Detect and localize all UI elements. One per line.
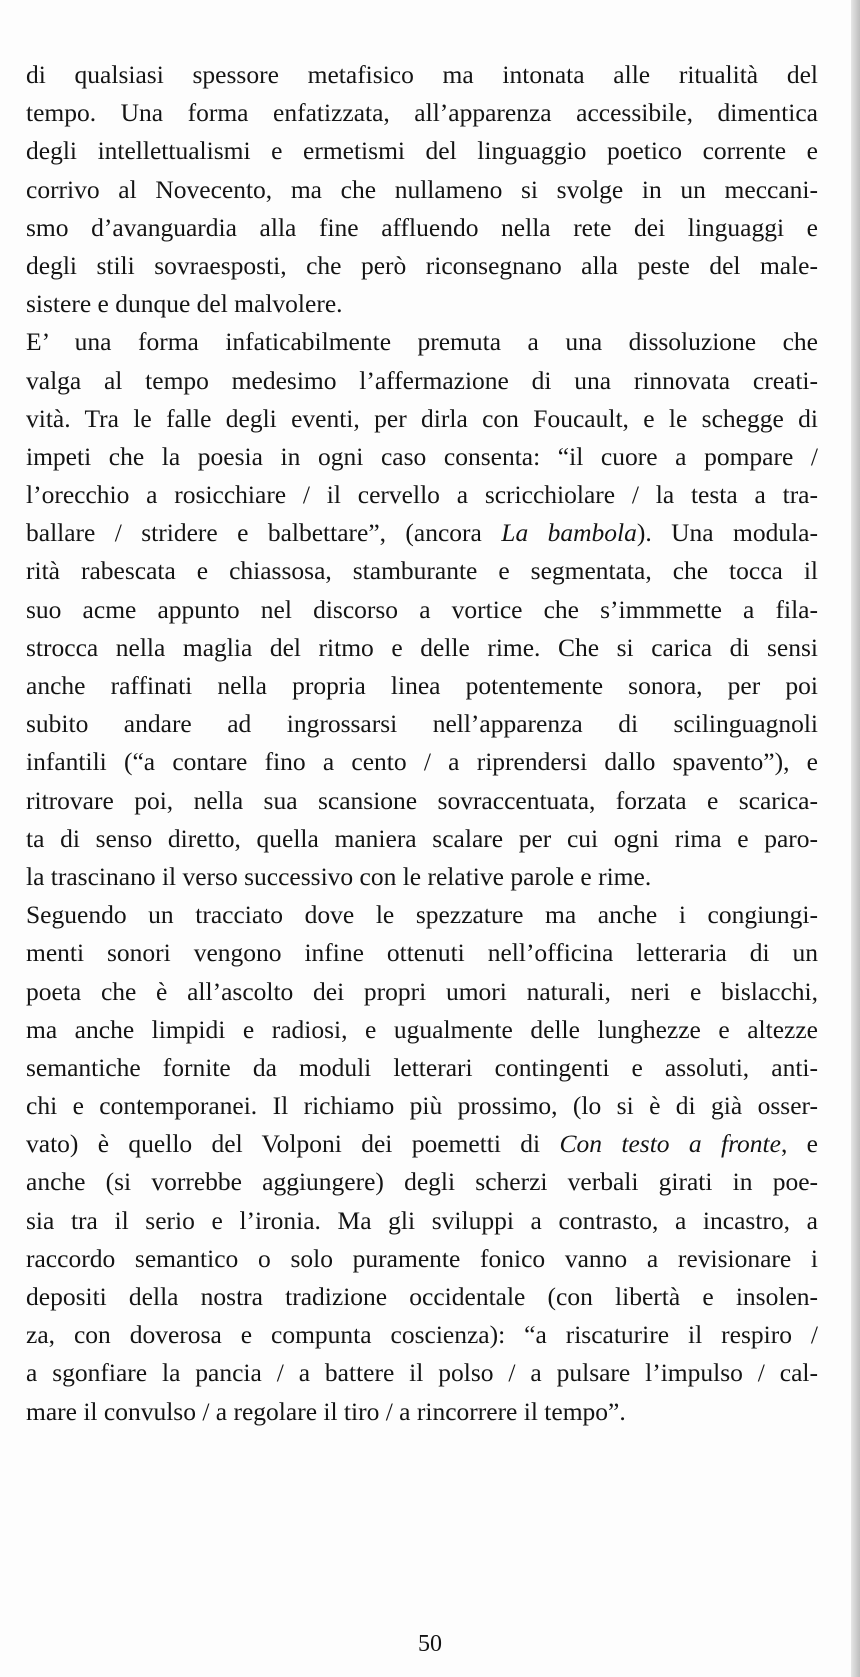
text-line xyxy=(26,1240,818,1278)
text-line xyxy=(26,973,818,1011)
text-line xyxy=(26,743,818,781)
text-segment: ). Una modula- xyxy=(636,518,818,548)
italic-title: La bambola xyxy=(501,518,637,548)
text-segment: za, con doverosa e compunta coscienza): “a riscaturire il respiro / xyxy=(26,1320,818,1350)
text-line xyxy=(26,1393,818,1431)
text-line xyxy=(26,1011,818,1049)
text-line xyxy=(26,896,818,934)
text-segment: l’orecchio a rosicchiare / il cervello a scricchiolare / la testa a tra- xyxy=(26,480,818,510)
text-segment: ma anche limpidi e radiosi, e ugualmente delle lunghezze e altezze xyxy=(26,1014,818,1044)
text-line xyxy=(26,362,818,400)
text-segment: ballare / stridere e balbettare”, (ancora xyxy=(26,518,502,548)
text-segment: ritrovare poi, nella sua scansione sovraccentuata, forzata e scarica- xyxy=(26,785,818,815)
text-segment: degli intellettualismi e ermetismi del linguaggio poetico corrente e xyxy=(26,136,818,166)
text-line xyxy=(26,476,818,514)
text-segment: semantiche fornite da moduli letterari contingenti e assoluti, anti- xyxy=(26,1052,818,1082)
text-line xyxy=(26,132,818,170)
text-segment: di qualsiasi spessore metafisico ma intonata alle ritualità del xyxy=(26,60,818,89)
text-segment: mare il convulso / a regolare il tiro / a rincorrere il tempo”. xyxy=(26,1396,626,1426)
text-segment: ta di senso diretto, quella maniera scalare per cui ogni rima e paro- xyxy=(26,823,818,853)
page-number: 50 xyxy=(418,1631,442,1657)
text-segment: smo d’avanguardia alla fine affluendo nella rete dei linguaggi e xyxy=(26,212,818,242)
body-text xyxy=(26,56,818,1431)
text-line xyxy=(26,247,818,285)
text-line xyxy=(26,629,818,667)
text-segment: impeti che la poesia in ogni caso consenta: “il cuore a pompare / xyxy=(26,441,818,471)
text-segment: degli stili sovraesposti, che però riconsegnano alla peste del male- xyxy=(26,250,818,280)
text-segment: a sgonfiare la pancia / a battere il polso / a pulsare l’impulso / cal- xyxy=(26,1358,818,1388)
text-line xyxy=(26,667,818,705)
text-segment: Seguendo un tracciato dove le spezzature ma anche i congiungi- xyxy=(26,900,818,930)
text-line xyxy=(26,552,818,590)
text-segment: vato) è quello del Volponi dei poemetti di xyxy=(26,1129,560,1159)
text-line xyxy=(26,438,818,476)
text-line xyxy=(26,209,818,247)
text-line xyxy=(26,285,818,323)
text-segment: anche (si vorrebbe aggiungere) degli scherzi verbali girati in poe- xyxy=(26,1167,818,1197)
text-segment: chi e contemporanei. Il richiamo più prossimo, (lo si è di già osser- xyxy=(26,1091,818,1121)
text-line xyxy=(26,1202,818,1240)
text-line xyxy=(26,1278,818,1316)
text-segment: strocca nella maglia del ritmo e delle rime. Che si carica di sensi xyxy=(26,632,818,662)
text-segment: subito andare ad ingrossarsi nell’apparenza di scilinguagnoli xyxy=(26,709,818,739)
text-line xyxy=(26,1087,818,1125)
text-line xyxy=(26,323,818,361)
text-line xyxy=(26,171,818,209)
text-segment: la trascinano il verso successivo con le relative parole e rime. xyxy=(26,861,652,891)
text-segment: E’ una forma infaticabilmente premuta a una dissoluzione che xyxy=(26,327,818,357)
text-line xyxy=(26,782,818,820)
text-segment: sistere e dunque del malvolere. xyxy=(26,289,343,319)
text-line xyxy=(26,514,818,552)
italic-title: Con testo a fronte xyxy=(559,1129,781,1159)
text-line xyxy=(26,56,818,94)
text-segment: raccordo semantico o solo puramente fonico vanno a revisionare i xyxy=(26,1243,818,1273)
text-segment: tempo. Una forma enfatizzata, all’apparenza accessibile, dimentica xyxy=(26,98,818,128)
text-line xyxy=(26,858,818,896)
text-segment: depositi della nostra tradizione occidentale (con libertà e insolen- xyxy=(26,1282,818,1311)
text-segment: valga al tempo medesimo l’affermazione di una rinnovata creati- xyxy=(26,365,818,395)
text-segment: poeta che è all’ascolto dei propri umori naturali, neri e bislacchi, xyxy=(26,976,818,1006)
text-line xyxy=(26,1049,818,1087)
text-line xyxy=(26,1316,818,1354)
text-segment: menti sonori vengono infine ottenuti nell’officina letteraria di un xyxy=(26,938,818,968)
text-line xyxy=(26,94,818,132)
text-line xyxy=(26,705,818,743)
text-line xyxy=(26,1125,818,1163)
paragraph xyxy=(26,323,818,896)
text-segment: suo acme appunto nel discorso a vortice che s’immmette a fila- xyxy=(26,594,818,624)
text-line xyxy=(26,1163,818,1201)
paragraph xyxy=(26,56,818,323)
text-segment: vità. Tra le falle degli eventi, per dirla con Foucault, e le schegge di xyxy=(26,403,818,433)
paragraph xyxy=(26,896,818,1431)
text-line xyxy=(26,400,818,438)
text-segment: infantili (“a contare fino a cento / a riprendersi dallo spavento”), e xyxy=(26,747,818,777)
text-segment: rità rabescata e chiassosa, stamburante e segmentata, che tocca il xyxy=(26,556,818,586)
text-line xyxy=(26,1354,818,1392)
text-line xyxy=(26,934,818,972)
text-line xyxy=(26,820,818,858)
text-segment: , e xyxy=(780,1129,819,1159)
text-segment: corrivo al Novecento, ma che nullameno si svolge in un meccani- xyxy=(26,174,818,204)
text-segment: anche raffinati nella propria linea potentemente sonora, per poi xyxy=(26,671,818,700)
page-edge-shadow xyxy=(851,0,860,1677)
text-line xyxy=(26,591,818,629)
text-segment: sia tra il serio e l’ironia. Ma gli sviluppi a contrasto, a incastro, a xyxy=(26,1205,818,1235)
